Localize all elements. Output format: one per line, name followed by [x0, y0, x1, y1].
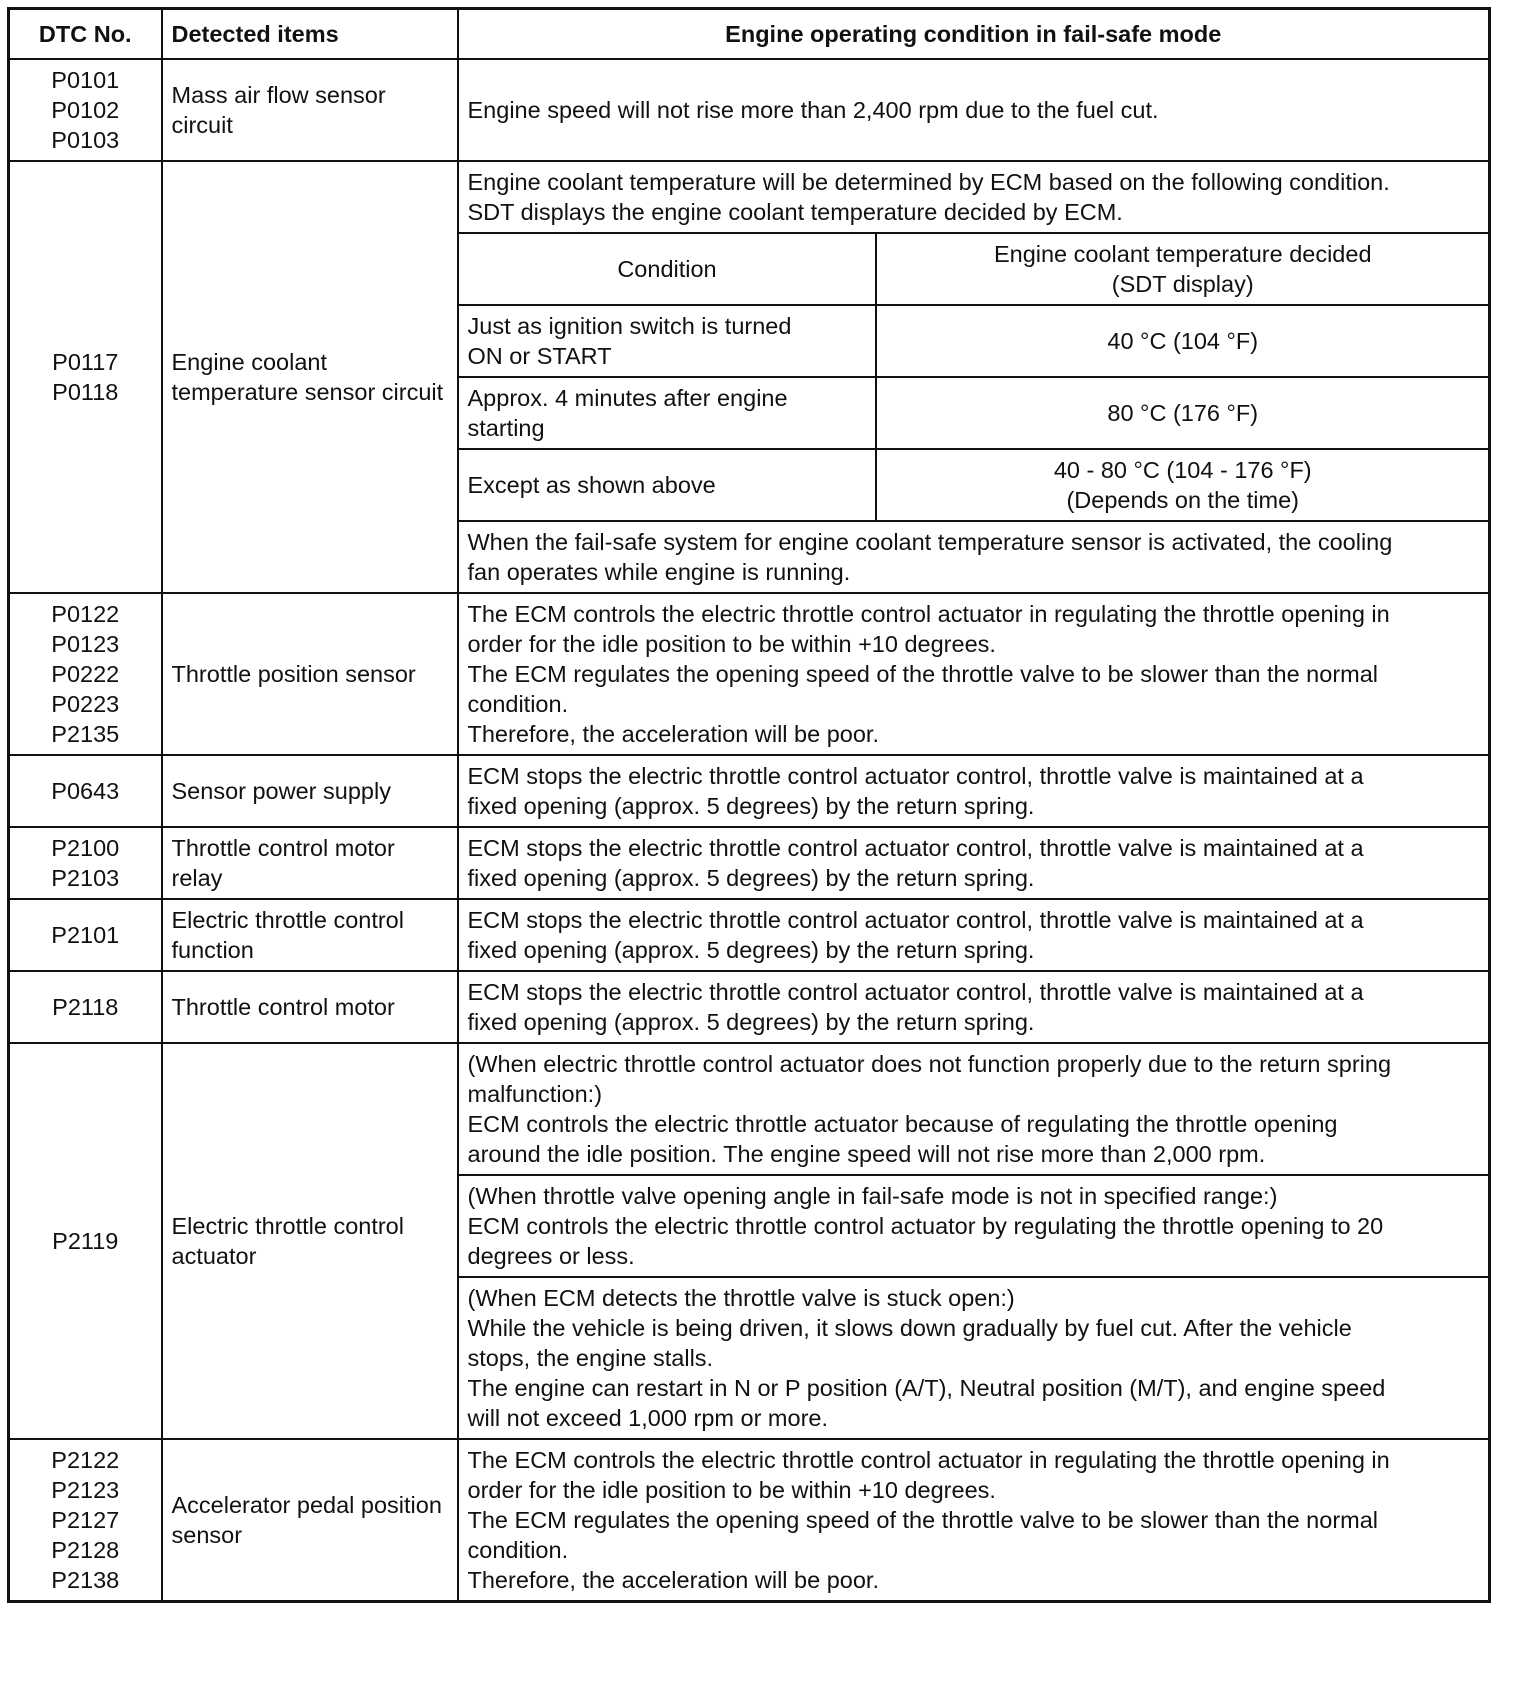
condition-text: (When ECM detects the throttle valve is stuck open:) [467, 1285, 1015, 1311]
detected-item-text: circuit [171, 112, 233, 138]
dtc-code: P2122 [51, 1447, 120, 1473]
sub-temp-text: 80 °C (176 °F) [1107, 400, 1259, 426]
dtc-code: P0123 [51, 631, 120, 657]
table-row [9, 755, 1490, 827]
dtc-code: P0117 [52, 349, 119, 375]
dtc-cell [9, 827, 162, 899]
condition-cell [458, 1043, 1490, 1439]
detected-item-text: Engine coolant [171, 349, 327, 375]
condition-cell [458, 593, 1490, 755]
detected-item-text: Throttle control motor [171, 994, 395, 1020]
detected-item-text: Sensor power supply [171, 778, 391, 804]
intro-cell [459, 162, 1489, 233]
condition-cell [458, 1439, 1490, 1602]
detected-item-cell [162, 755, 458, 827]
sub-condition-text: starting [467, 415, 545, 441]
sub-temp-cell [876, 449, 1488, 521]
condition-text: ECM stops the electric throttle control actuator control, throttle valve is maintained at a [467, 979, 1364, 1005]
condition-block [459, 1276, 1489, 1438]
sub-condition-cell [459, 305, 877, 377]
condition-text: fixed opening (approx. 5 degrees) by the return spring. [467, 937, 1035, 963]
detected-item-text: temperature sensor circuit [171, 379, 444, 405]
condition-cell [458, 899, 1490, 971]
condition-cell [458, 755, 1490, 827]
condition-text: Engine speed will not rise more than 2,400 rpm due to the fuel cut. [467, 97, 1159, 123]
subheader-condition [459, 233, 877, 305]
table-row [9, 971, 1490, 1043]
sub-condition-text: ON or START [467, 343, 612, 369]
dtc-code: P2100 [51, 835, 120, 861]
outro-text: When the fail-safe system for engine coolant temperature sensor is activated, the cooling [467, 529, 1393, 555]
sub-temp-text: (Depends on the time) [1066, 487, 1299, 513]
dtc-code: P2103 [51, 865, 120, 891]
subheader-text: Engine coolant temperature decided [993, 241, 1372, 267]
condition-block [459, 1044, 1489, 1174]
detected-item-cell [162, 59, 458, 161]
detected-item-cell [162, 1439, 458, 1602]
condition-block [459, 1174, 1489, 1276]
condition-text: The engine can restart in N or P position (A/T), Neutral position (M/T), and engine speed [467, 1375, 1386, 1401]
sub-temp-text: 40 - 80 °C (104 - 176 °F) [1053, 457, 1312, 483]
detected-item-cell [162, 827, 458, 899]
dtc-code: P0222 [51, 661, 120, 687]
subtable-row [459, 449, 1489, 521]
dtc-code: P2138 [51, 1567, 120, 1593]
table-header-row [9, 9, 1490, 60]
condition-text: Therefore, the acceleration will be poor. [467, 721, 879, 747]
dtc-code: P0118 [52, 379, 119, 405]
condition-text: ECM stops the electric throttle control actuator control, throttle valve is maintained at a [467, 907, 1364, 933]
table-row [9, 899, 1490, 971]
table-row [9, 827, 1490, 899]
condition-text: While the vehicle is being driven, it slows down gradually by fuel cut. After the vehicle [467, 1315, 1352, 1341]
detected-item-cell [162, 899, 458, 971]
sub-temp-text: 40 °C (104 °F) [1107, 328, 1259, 354]
condition-text: (When throttle valve opening angle in fail-safe mode is not in specified range:) [467, 1183, 1278, 1209]
dtc-cell [9, 1043, 162, 1439]
condition-cell [458, 971, 1490, 1043]
detected-item-text: function [171, 937, 254, 963]
condition-text: fixed opening (approx. 5 degrees) by the return spring. [467, 1009, 1035, 1035]
detected-item-text: Mass air flow sensor [171, 82, 386, 108]
condition-text: The ECM controls the electric throttle control actuator in regulating the throttle opening in [467, 1447, 1390, 1473]
subtable-intro-row [459, 162, 1489, 233]
sub-condition-cell [459, 449, 877, 521]
sub-condition-cell [459, 377, 877, 449]
dtc-cell [9, 971, 162, 1043]
dtc-cell [9, 161, 162, 593]
dtc-cell [9, 899, 162, 971]
dtc-code: P2128 [51, 1537, 120, 1563]
dtc-cell [9, 59, 162, 161]
dtc-code: P2101 [51, 922, 120, 948]
outro-cell [459, 521, 1489, 592]
dtc-cell [9, 755, 162, 827]
condition-text: The ECM regulates the opening speed of the throttle valve to be slower than the normal [467, 1507, 1379, 1533]
subtable-row [459, 377, 1489, 449]
intro-text: Engine coolant temperature will be determined by ECM based on the following condition. [467, 169, 1390, 195]
condition-text: malfunction:) [467, 1081, 603, 1107]
condition-text: (When electric throttle control actuator does not function properly due to the return spring [467, 1051, 1392, 1077]
dtc-cell [9, 593, 162, 755]
detected-item-cell [162, 161, 458, 593]
condition-text: will not exceed 1,000 rpm or more. [467, 1405, 828, 1431]
sub-temp-cell [876, 377, 1488, 449]
table-row [9, 1043, 1490, 1439]
dtc-code: P0101 [51, 67, 120, 93]
subtable-header-row [459, 233, 1489, 305]
condition-text: order for the idle position to be within +10 degrees. [467, 631, 996, 657]
detected-item-cell [162, 971, 458, 1043]
subheader-text: Condition [617, 256, 717, 282]
detected-item-text: relay [171, 865, 223, 891]
detected-item-text: Accelerator pedal position [171, 1492, 442, 1518]
table-row [9, 593, 1490, 755]
header-dtc: DTC No. [9, 9, 162, 60]
header-engine-condition: Engine operating condition in fail-safe mode [458, 9, 1490, 60]
dtc-code: P0223 [51, 691, 120, 717]
dtc-code: P2119 [52, 1228, 119, 1254]
detected-item-cell [162, 1043, 458, 1439]
dtc-code: P2118 [52, 994, 119, 1020]
dtc-code: P0643 [51, 778, 120, 804]
condition-text: ECM stops the electric throttle control actuator control, throttle valve is maintained at a [467, 835, 1364, 861]
dtc-code: P2127 [51, 1507, 120, 1533]
dtc-cell [9, 1439, 162, 1602]
condition-text: The ECM controls the electric throttle control actuator in regulating the throttle opening in [467, 601, 1390, 627]
condition-text: The ECM regulates the opening speed of the throttle valve to be slower than the normal [467, 661, 1379, 687]
condition-text: fixed opening (approx. 5 degrees) by the return spring. [467, 793, 1035, 819]
condition-text: fixed opening (approx. 5 degrees) by the return spring. [467, 865, 1035, 891]
sub-condition-text: Just as ignition switch is turned [467, 313, 792, 339]
condition-text: Therefore, the acceleration will be poor. [467, 1567, 879, 1593]
dtc-code: P0102 [51, 97, 120, 123]
dtc-code: P2123 [51, 1477, 120, 1503]
condition-text: stops, the engine stalls. [467, 1345, 714, 1371]
outro-text: fan operates while engine is running. [467, 559, 851, 585]
dtc-code: P0103 [51, 127, 120, 153]
intro-text: SDT displays the engine coolant temperature decided by ECM. [467, 199, 1123, 225]
subtable-outro-row [459, 521, 1489, 592]
sub-temp-cell [876, 305, 1488, 377]
dtc-code: P0122 [51, 601, 120, 627]
condition-text: order for the idle position to be within +10 degrees. [467, 1477, 996, 1503]
condition-block-stack [459, 1044, 1489, 1438]
detected-item-text: actuator [171, 1243, 257, 1269]
table-row [9, 1439, 1490, 1602]
sub-condition-text: Except as shown above [467, 472, 716, 498]
detected-item-text: Electric throttle control [171, 1213, 404, 1239]
failsafe-document [7, 7, 1491, 1603]
failsafe-table [7, 7, 1491, 1603]
condition-cell [458, 59, 1490, 161]
condition-text: ECM controls the electric throttle actuator because of regulating the throttle opening [467, 1111, 1338, 1137]
table-row [9, 59, 1490, 161]
sub-condition-text: Approx. 4 minutes after engine [467, 385, 788, 411]
header-detected-items: Detected items [162, 9, 458, 60]
condition-text: around the idle position. The engine speed will not rise more than 2,000 rpm. [467, 1141, 1266, 1167]
subheader-text: (SDT display) [1111, 271, 1254, 297]
detected-item-text: Throttle control motor [171, 835, 395, 861]
coolant-temp-subtable [459, 162, 1489, 592]
subtable-row [459, 305, 1489, 377]
detected-item-text: sensor [171, 1522, 243, 1548]
condition-text: condition. [467, 691, 569, 717]
detected-item-cell [162, 593, 458, 755]
condition-text: condition. [467, 1537, 569, 1563]
condition-cell [458, 827, 1490, 899]
detected-item-text: Throttle position sensor [171, 661, 416, 687]
condition-text: ECM stops the electric throttle control actuator control, throttle valve is maintained at a [467, 763, 1364, 789]
detected-item-text: Electric throttle control [171, 907, 404, 933]
condition-text: degrees or less. [467, 1243, 635, 1269]
condition-text: ECM controls the electric throttle control actuator by regulating the throttle opening to 20 [467, 1213, 1384, 1239]
condition-cell [458, 161, 1490, 593]
subheader-temp [876, 233, 1488, 305]
table-row [9, 161, 1490, 593]
dtc-code: P2135 [51, 721, 120, 747]
